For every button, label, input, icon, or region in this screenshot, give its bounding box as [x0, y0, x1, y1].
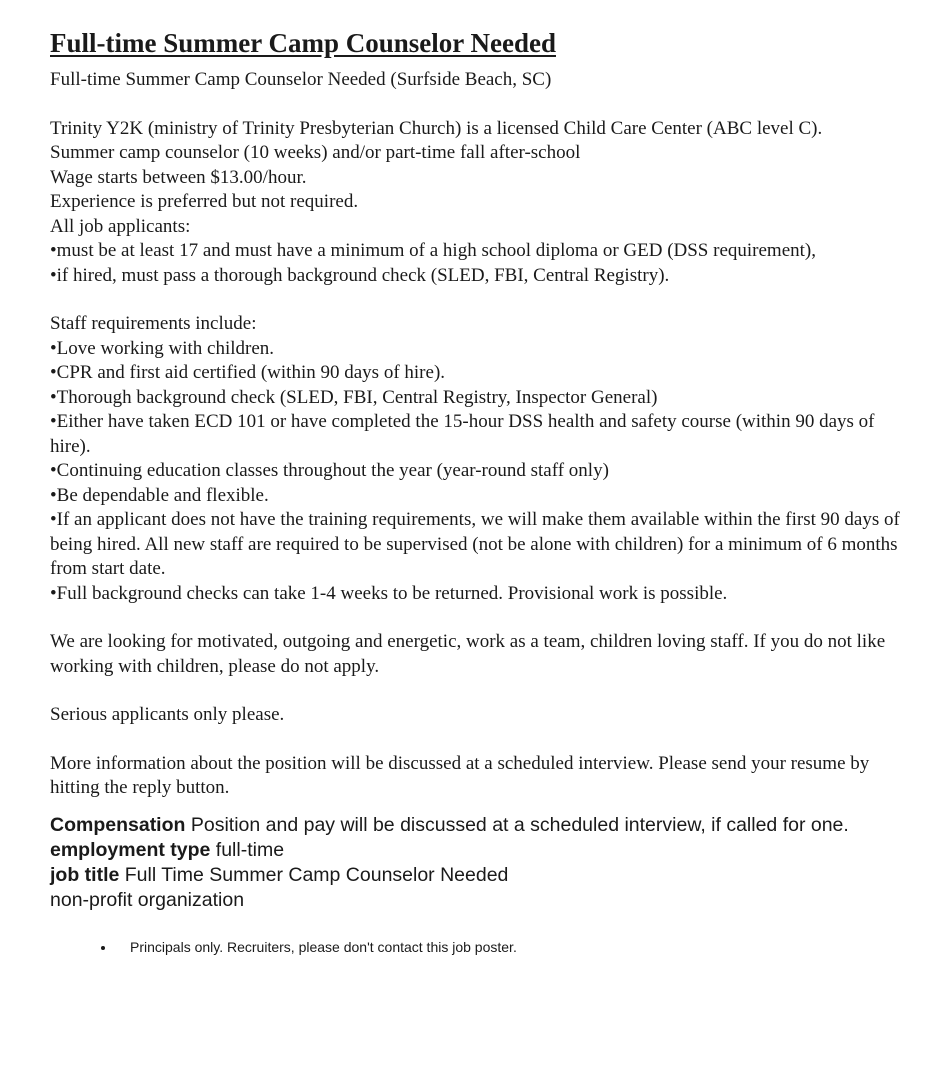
- compensation-value: Position and pay will be discussed at a scheduled interview, if called for one.: [190, 813, 849, 836]
- compensation-attribute: [50, 813, 910, 838]
- staff-requirement: • Full background checks can take 1-4 weeks to be returned. Provisional work is possible.: [50, 582, 910, 607]
- looking-for-paragraph: We are looking for motivated, outgoing and energetic, work as a team, children loving staff. If you do not like working with children, please do not apply.: [50, 631, 886, 677]
- staff-requirement: • Be dependable and flexible.: [50, 484, 910, 509]
- staff-requirement: • Either have taken ECD 101 or have completed the 15-hour DSS health and safety course (within 90 days of hire).: [50, 410, 910, 459]
- intro-line: All job applicants:: [50, 215, 191, 237]
- job-title-attribute: [50, 863, 910, 888]
- applicant-requirement: • if hired, must pass a thorough background check (SLED, FBI, Central Registry).: [50, 264, 910, 289]
- compensation-label: Compensation: [50, 813, 186, 836]
- posting-subtitle: Full-time Summer Camp Counselor Needed (Surfside Beach, SC): [50, 69, 552, 90]
- intro-line: Summer camp counselor (10 weeks) and/or part-time fall after-school: [50, 142, 581, 163]
- employment-type-label: employment type: [50, 838, 211, 861]
- page-title: Full-time Summer Camp Counselor Needed: [50, 28, 556, 58]
- staff-requirement: • CPR and first aid certified (within 90 days of hire).: [50, 361, 910, 386]
- job-posting: [50, 26, 910, 955]
- serious-applicants-line: Serious applicants only please.: [50, 704, 285, 725]
- staff-requirements-heading: Staff requirements include:: [50, 313, 257, 334]
- job-title-value: Full Time Summer Camp Counselor Needed: [124, 863, 509, 886]
- posting-attributes: [50, 813, 910, 913]
- staff-requirement: • Love working with children.: [50, 337, 910, 362]
- intro-line: Experience is preferred but not required.: [50, 191, 359, 212]
- staff-requirement: • If an applicant does not have the training requirements, we will make them available within the first 90 days of being hired. All new staff are required to be supervised (not be alone with children) for a minimum of 6 months from start date.: [50, 508, 910, 582]
- organization-type: non-profit organization: [50, 888, 245, 911]
- principals-only-notice: • Principals only. Recruiters, please don't contact this job poster.: [116, 939, 910, 955]
- intro-line: Wage starts between $13.00/hour.: [50, 166, 307, 188]
- applicant-requirement: • must be at least 17 and must have a minimum of a high school diploma or GED (DSS requirement),: [50, 239, 910, 264]
- posting-body: [50, 68, 910, 801]
- employment-type-attribute: [50, 838, 910, 863]
- notices-list: [50, 939, 910, 955]
- staff-requirement: • Continuing education classes throughout the year (year-round staff only): [50, 459, 910, 484]
- job-title-label: job title: [50, 863, 120, 886]
- intro-line: Trinity Y2K (ministry of Trinity Presbyterian Church) is a licensed Child Care Center (ABC level C).: [50, 117, 823, 139]
- employment-type-value: full-time: [215, 838, 285, 861]
- staff-requirement: • Thorough background check (SLED, FBI, Central Registry, Inspector General): [50, 386, 910, 411]
- more-info-paragraph: More information about the position will be discussed at a scheduled interview. Please send your resume by hitting the reply button.: [50, 752, 870, 798]
